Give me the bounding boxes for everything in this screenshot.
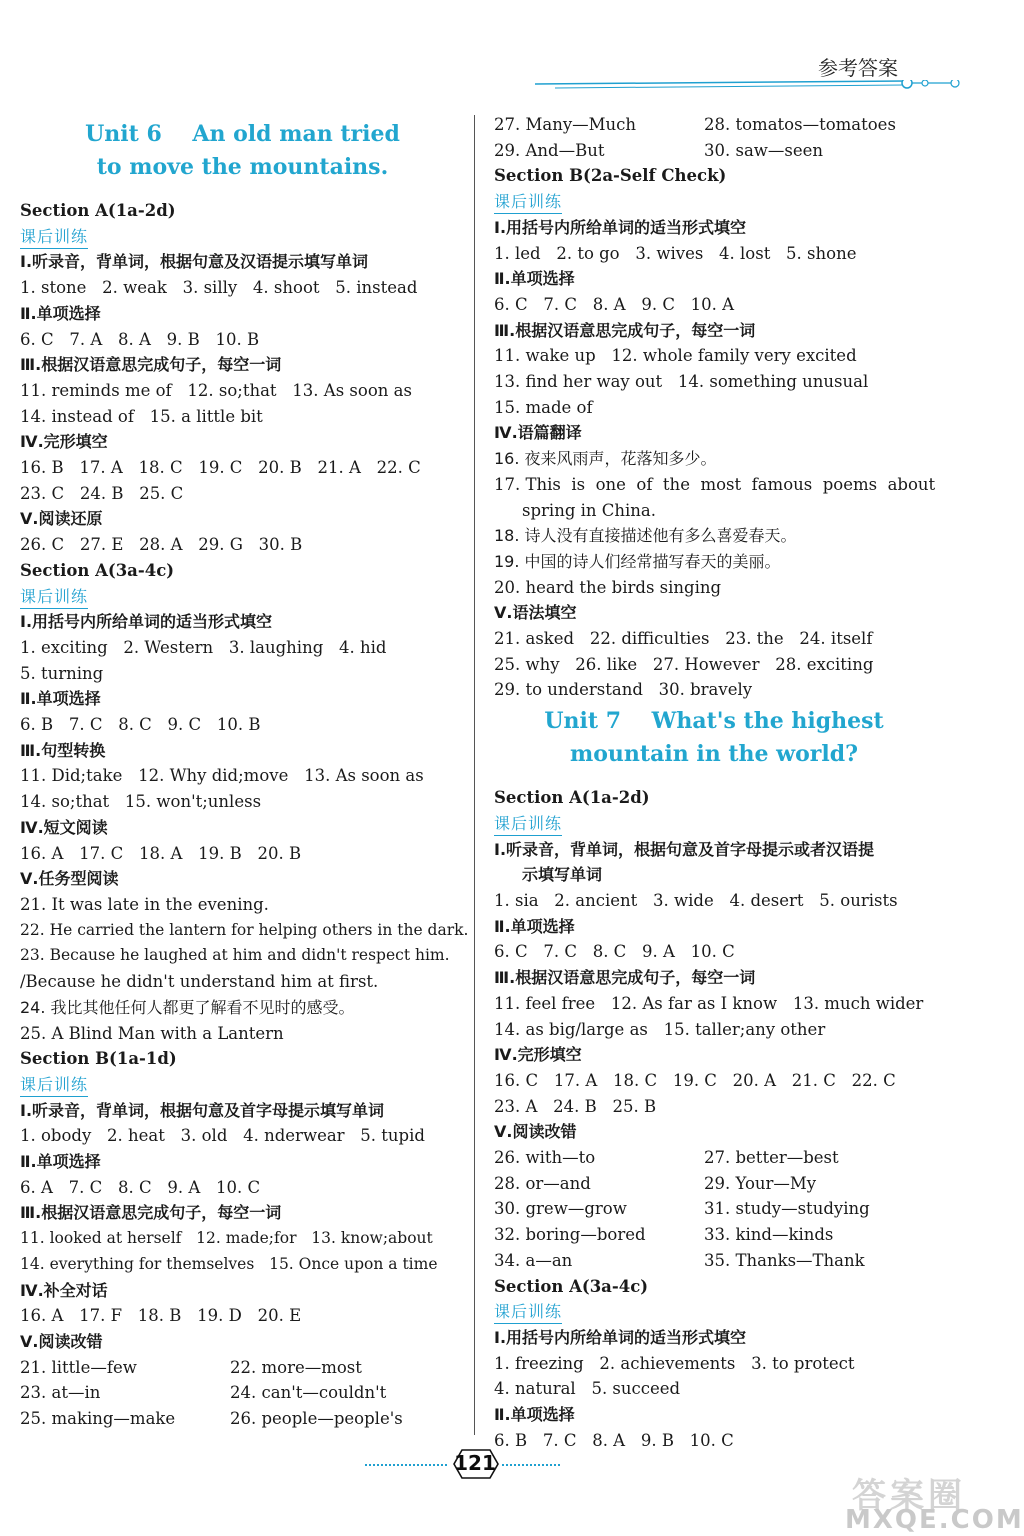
answer-pair-left: 34. a—an [494,1250,573,1270]
answer-line: 16. B 17. A 18. C 19. C 20. B 21. A 22. C [20,458,421,478]
question-category: Ⅳ.语篇翻译 [494,423,582,443]
answer-line: 6. B 7. C 8. C 9. C 10. B [20,715,261,735]
answer-pair-row [494,1145,934,1171]
question-category: Ⅳ.补全对话 [20,1280,108,1300]
answer-line: 25. A Blind Man with a Lantern [20,1023,284,1043]
answer-pair-right: 30. saw—seen [704,140,824,160]
question-category: Ⅰ.听录音，背单词，根据句意及首字母提示或者汉语提 [494,839,875,859]
answer-line: 25. why 26. like 27. However 28. exciting [494,654,874,674]
answer-pair-left: 23. at—in [20,1383,101,1403]
question-category: Ⅱ.单项选择 [494,269,575,289]
question-category: Ⅴ.阅读改错 [494,1122,577,1142]
question-category: Ⅱ.单项选择 [494,1405,575,1425]
watermark-url: MXQE.COM [845,1505,1024,1535]
answer-pair-left: 27. Many—Much [494,115,637,134]
answer-pair-row [494,138,934,164]
answer-pair-left: 29. And—But [494,140,605,160]
unit-6-title [20,118,465,184]
answer-line: 23. Because he laughed at him and didn't respect him. [20,946,450,965]
answer-pair-row [20,1380,465,1406]
question-category: Ⅱ.单项选择 [494,916,575,936]
answer-pair-left: 21. little—few [20,1357,137,1377]
section-tag: 课后训练 [494,1301,562,1324]
question-category: Ⅲ.根据汉语意思完成句子，每空一词 [20,355,282,375]
unit-6-title-line-2: to move the mountains. [96,154,389,180]
answer-line: 6. C 7. A 8. A 9. B 10. B [20,329,260,349]
question-category: Ⅱ.单项选择 [20,689,101,709]
section-heading: Section B(2a-Self Check) [494,166,727,186]
answer-line: 11. wake up 12. whole family very excited [494,346,857,366]
question-category: Ⅳ.完形填空 [494,1045,582,1065]
answer-pair-left: 26. with—to [494,1148,596,1168]
section-heading: Section A(3a-4c) [20,560,175,580]
answer-line: 21. It was late in the evening. [20,894,269,914]
answer-pair-right: 29. Your—My [704,1173,817,1193]
question-category: Ⅴ.任务型阅读 [20,869,119,889]
section-tag-row [494,1299,934,1325]
answer-pair-right: 33. kind—kinds [704,1225,834,1245]
answer-line: 29. to understand 30. bravely [494,680,753,700]
question-category: Ⅲ.根据汉语意思完成句子，每空一词 [494,320,756,340]
answer-line: 13. find her way out 14. something unusual [494,372,869,392]
answer-line: 6. B 7. C 8. A 9. B 10. C [494,1430,734,1450]
column-divider [474,115,475,1435]
question-category: Ⅰ.用括号内所给单词的适当形式填空 [20,612,273,632]
section-tag: 课后训练 [494,813,562,836]
answer-line: 14. as big/large as 15. taller;any other [494,1019,826,1039]
answer-line: 21. asked 22. difficulties 23. the 24. itself [494,629,873,649]
answer-pair-left: 28. or—and [494,1173,591,1193]
answer-pair-right: 31. study—studying [704,1199,870,1219]
question-category: Ⅴ.阅读改错 [20,1331,103,1351]
answer-line: 4. natural 5. succeed [494,1379,681,1399]
right-column [494,112,934,1453]
answer-line: 1. led 2. to go 3. wives 4. lost 5. shone [494,243,857,263]
answer-pair-row [20,1406,465,1432]
left-column [20,112,469,1432]
answer-line: 23. C 24. B 25. C [20,483,184,503]
answer-line: 11. looked at herself 12. made;for 13. know;about [20,1229,433,1248]
question-category: Ⅴ.阅读还原 [20,509,103,529]
section-tag-row [20,1072,465,1098]
answer-line: 16. A 17. F 18. B 19. D 20. E [20,1306,302,1326]
answer-line: 18. 诗人没有直接描述他有多么喜爱春天。 [494,526,797,546]
question-category: Ⅰ.听录音，背单词，根据句意及汉语提示填写单词 [20,252,369,272]
answer-pair-row [494,112,934,138]
answer-pair-row [494,1222,934,1248]
answer-line: 6. A 7. C 8. C 9. A 10. C [20,1177,261,1197]
section-tag-row [20,224,465,250]
answer-line: 23. A 24. B 25. B [494,1096,657,1116]
question-category: Ⅲ.根据汉语意思完成句子，每空一词 [494,968,756,988]
answer-line: 20. heard the birds singing [494,577,722,597]
answer-line: 11. reminds me of 12. so;that 13. As soon as [20,380,412,400]
answer-line: 17. This is one of the most famous poems about [494,474,936,494]
question-category: Ⅰ.用括号内所给单词的适当形式填空 [494,217,747,237]
unit-7-title-line-1: Unit 7 What's the highest [544,708,884,735]
question-category: Ⅲ.句型转换 [20,740,106,760]
answer-pair-right: 26. people—people's [230,1409,403,1429]
section-tag: 课后训练 [20,586,88,609]
unit-7-title-line-2: mountain in the world? [569,741,859,768]
question-category: Ⅰ.用括号内所给单词的适当形式填空 [494,1327,747,1347]
page-header [0,0,1024,100]
section-heading: Section B(1a-1d) [20,1049,177,1069]
answer-line: 16. A 17. C 18. A 19. B 20. B [20,843,302,863]
question-category: Ⅰ.听录音，背单词，根据句意及首字母提示填写单词 [20,1100,385,1120]
right-answer-pairs-top [494,112,934,163]
section-tag-row [494,811,934,837]
answer-line: 16. C 17. A 18. C 19. C 20. A 21. C 22. C [494,1070,896,1090]
answer-pair-right: 24. can't—couldn't [230,1383,387,1403]
answer-pair-left: 32. boring—bored [494,1225,646,1245]
answer-pair-left: 30. grew—grow [494,1199,627,1219]
section-heading: Section A(1a-2d) [494,788,650,808]
answer-line: 1. obody 2. heat 3. old 4. nderwear 5. tupid [20,1126,425,1146]
question-category: Ⅱ.单项选择 [20,1152,101,1172]
section-tag-row [494,189,934,215]
header-decoration-icon [535,80,965,94]
question-category: Ⅴ.语法填空 [494,603,577,623]
answer-pair-right: 28. tomatos—tomatoes [704,115,896,134]
left-answer-lines [20,198,469,1355]
answer-line: 11. Did;take 12. Why did;move 13. As soon as [20,766,424,786]
unit-7-title [494,705,934,771]
answer-pair-right: 35. Thanks—Thank [704,1250,865,1270]
answer-pair-right: 27. better—best [704,1148,839,1168]
answer-line: 14. so;that 15. won't;unless [20,792,262,812]
answer-line: spring in China. [522,500,657,520]
answer-line: 1. exciting 2. Western 3. laughing 4. hid [20,637,387,657]
right-answer-lines-a [494,163,934,703]
answer-line: 14. everything for themselves 15. Once upon a time [20,1254,438,1273]
question-category: 示填写单词 [522,865,603,885]
answer-pair-row [494,1196,934,1222]
answer-line: 1. freezing 2. achievements 3. to protect [494,1353,855,1373]
answer-line: 6. C 7. C 8. A 9. C 10. A [494,294,735,314]
answer-pair-row [20,1355,465,1381]
left-answer-pairs [20,1355,465,1432]
answer-line: 14. instead of 15. a little bit [20,406,263,426]
footer-dots-right [502,1464,560,1466]
answer-line: 1. sia 2. ancient 3. wide 4. desert 5. ourists [494,890,898,910]
right-answer-pairs-mid [494,1145,934,1274]
section-heading: Section A(3a-4c) [494,1276,649,1296]
page-number: 121 [454,1451,496,1475]
answer-line: 15. made of [494,397,593,417]
watermark-logo-text: 答案圈 [852,1476,966,1516]
section-tag: 课后训练 [494,191,562,214]
unit-6-title-line-1: Unit 6 An old man tried [85,121,400,147]
answer-line: 24. 我比其他任何人都更了解看不见时的感受。 [20,997,355,1017]
section-tag-row [20,584,465,610]
answer-pair-right: 22. more—most [230,1357,362,1377]
answer-line: 19. 中国的诗人们经常描写春天的美丽。 [494,551,781,571]
question-category: Ⅱ.单项选择 [20,303,101,323]
footer-dots-left [365,1464,447,1466]
answer-line: 1. stone 2. weak 3. silly 4. shoot 5. instead [20,278,418,298]
answer-line: 22. He carried the lantern for helping others in the dark. [20,920,469,939]
answer-pair-row [494,1171,934,1197]
question-category: Ⅳ.完形填空 [20,432,108,452]
right-answer-lines-b [494,785,934,1145]
question-category: Ⅳ.短文阅读 [20,817,108,837]
answer-line: 26. C 27. E 28. A 29. G 30. B [20,535,303,555]
section-tag: 课后训练 [20,1074,88,1097]
header-title: 参考答案 [818,56,898,80]
section-heading: Section A(1a-2d) [20,201,176,220]
answer-line: 16. 夜来风雨声，花落知多少。 [494,449,717,469]
question-category: Ⅲ.根据汉语意思完成句子，每空一词 [20,1203,282,1223]
section-tag: 课后训练 [20,226,88,249]
answer-line: 6. C 7. C 8. C 9. A 10. C [494,942,735,962]
answer-pair-left: 25. making—make [20,1409,176,1429]
answer-line: /Because he didn't understand him at first. [20,972,379,992]
right-answer-lines-c [494,1274,934,1454]
answer-line: 5. turning [20,663,104,683]
answer-line: 11. feel free 12. As far as I know 13. much wider [494,993,924,1013]
answer-pair-row [494,1248,934,1274]
